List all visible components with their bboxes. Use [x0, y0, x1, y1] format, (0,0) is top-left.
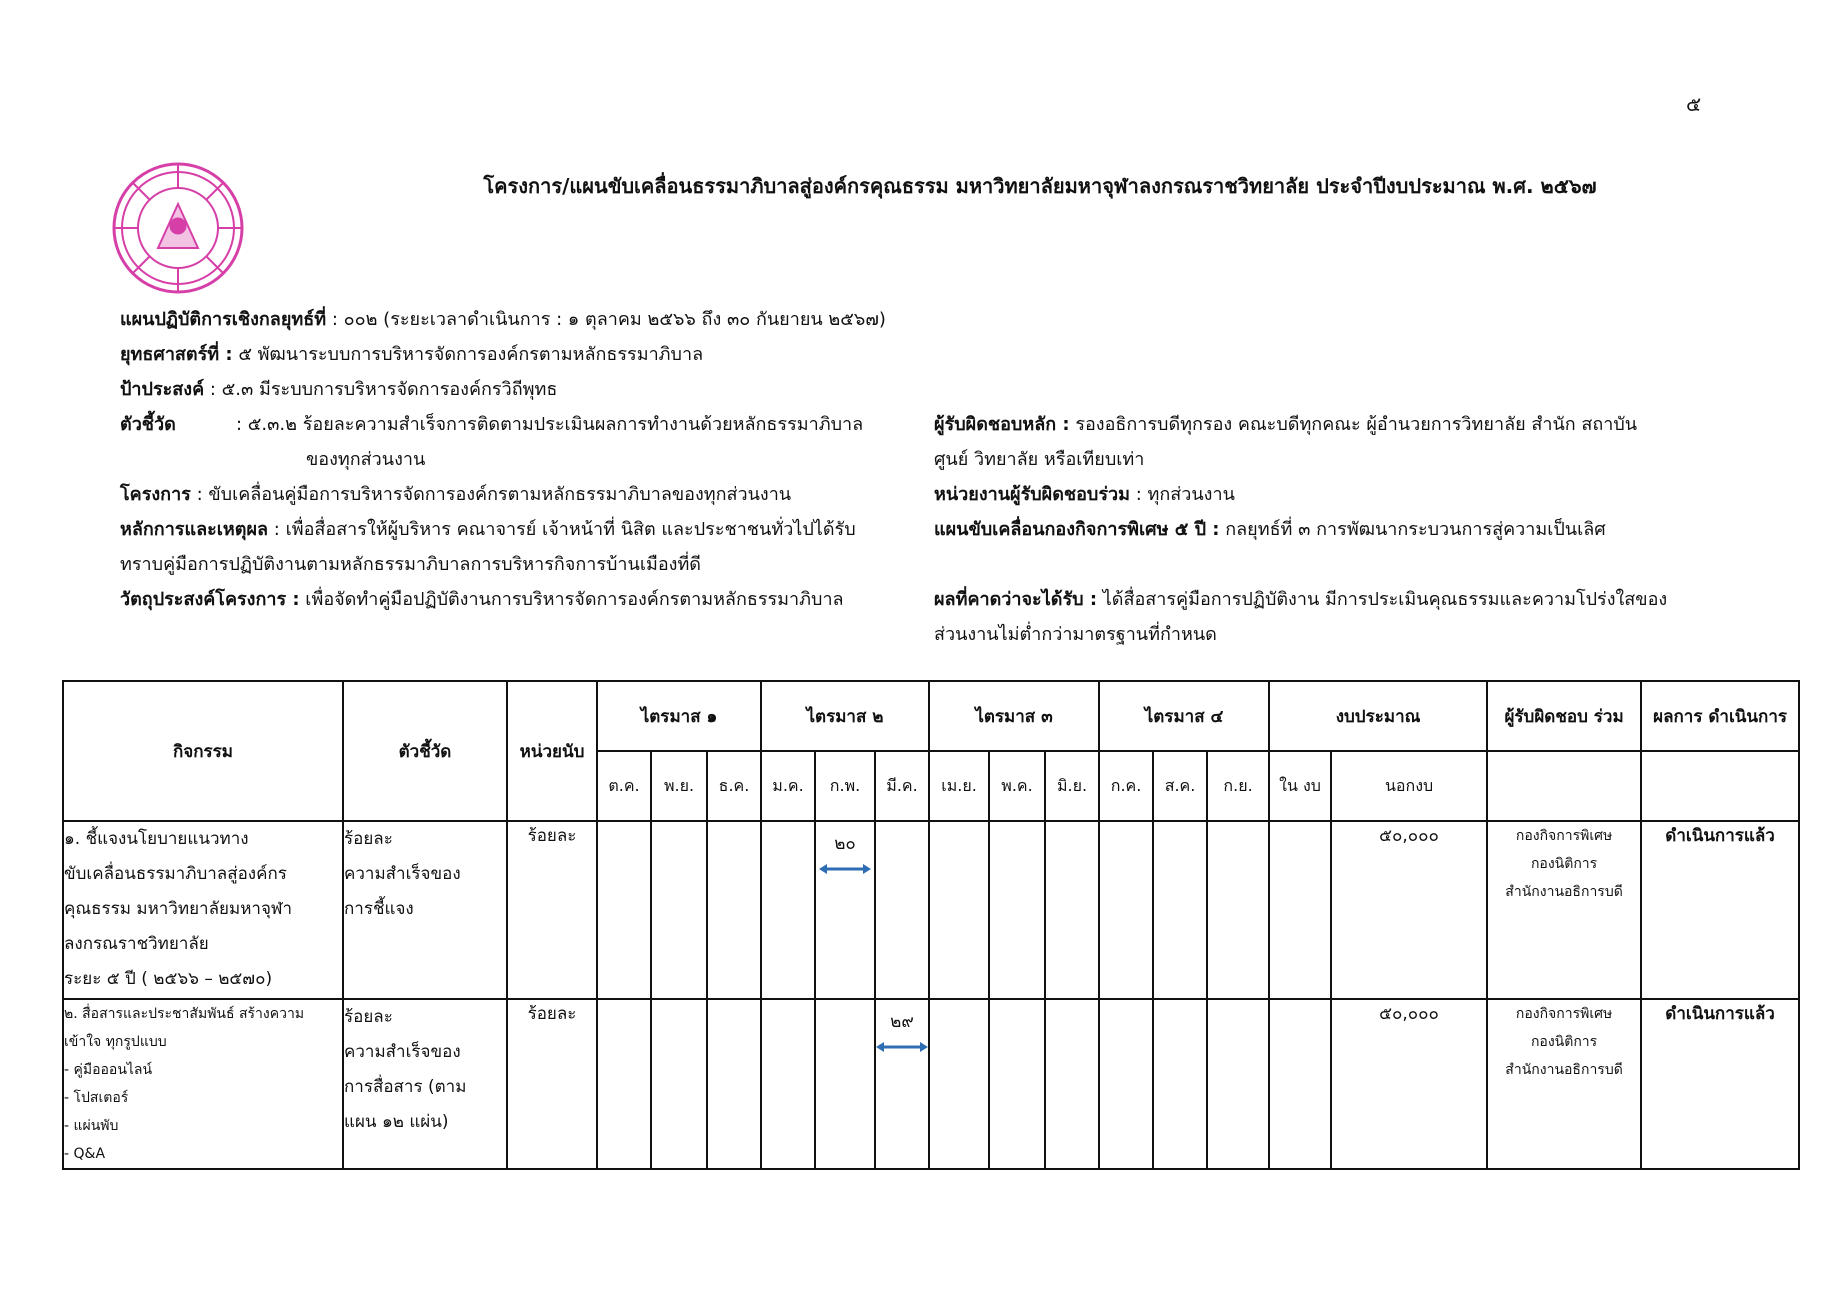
main-resp-label: ผู้รับผิดชอบหลัก :	[934, 414, 1070, 435]
activity-line: เข้าใจ ทุกรูปแบบ	[64, 1034, 167, 1050]
header-month: ธ.ค.	[707, 751, 761, 821]
header-activity: กิจกรรม	[63, 681, 343, 821]
header-month: ส.ค.	[1153, 751, 1207, 821]
unit-cell: ร้อยละ	[507, 821, 597, 999]
timeline-marker	[816, 822, 874, 875]
month-cell	[1099, 821, 1153, 999]
header-result: ผลการ ดำเนินการ	[1641, 681, 1799, 751]
table-row	[63, 821, 1799, 999]
header-month: พ.ค.	[989, 751, 1045, 821]
indicator-line: ความสำเร็จของ	[344, 864, 461, 884]
main-resp-value-1: รองอธิการบดีทุกรอง คณะบดีทุกคณะ ผู้อำนวยการวิทยาลัย สำนัก สถาบัน	[1069, 414, 1638, 435]
result-cell: ดำเนินการแล้ว	[1641, 821, 1799, 999]
activity-table	[62, 680, 1800, 1170]
header-q4: ไตรมาส ๔	[1099, 681, 1269, 751]
header-month: ก.พ.	[815, 751, 875, 821]
month-cell	[1045, 821, 1099, 999]
month-cell	[875, 821, 929, 999]
indicator-line: ร้อยละ	[344, 1007, 393, 1027]
budget-in-cell	[1269, 999, 1331, 1169]
rationale-value-2: ทราบคู่มือการปฏิบัติงานตามหลักธรรมาภิบาลการบริหารกิจการบ้านเมืองที่ดี	[120, 554, 702, 575]
month-cell	[929, 999, 989, 1169]
unit-cell: ร้อยละ	[507, 999, 597, 1169]
month-cell	[651, 999, 707, 1169]
header-q3: ไตรมาส ๓	[929, 681, 1099, 751]
expected-value-2: ส่วนงานไม่ต่ำกว่ามาตรฐานที่กำหนด	[934, 624, 1217, 645]
month-cell	[815, 999, 875, 1169]
month-cell	[651, 821, 707, 999]
objective-line	[120, 588, 844, 612]
indicator-line: ความสำเร็จของ	[344, 1042, 461, 1062]
header-result-sub	[1641, 751, 1799, 821]
timeline-value: ๒๐	[834, 834, 856, 854]
budget-out-cell: ๕๐,๐๐๐	[1331, 821, 1487, 999]
indicator-line: แผน ๑๒ แผ่น)	[344, 1112, 449, 1132]
co-resp-line: กองนิติการ	[1530, 856, 1598, 872]
indicator-value-2: ของทุกส่วนงาน	[306, 449, 426, 470]
header-month: พ.ย.	[651, 751, 707, 821]
header-row-1	[63, 681, 1799, 751]
header-month: ก.ย.	[1207, 751, 1269, 821]
co-resp-line: กองกิจการพิเศษ	[1515, 1006, 1613, 1022]
project-label: โครงการ	[120, 484, 191, 505]
indicator-label: ตัวชี้วัด	[120, 414, 176, 435]
month-cell	[929, 821, 989, 999]
co-unit-value: : ทุกส่วนงาน	[1130, 484, 1235, 505]
objective-value: เพื่อจัดทำคู่มือปฏิบัติงานการบริหารจัดการองค์กรตามหลักธรรมาภิบาล	[299, 589, 844, 610]
month-cell	[597, 999, 651, 1169]
month-cell	[597, 821, 651, 999]
strategy-value: ๕ พัฒนาระบบการบริหารจัดการองค์กรตามหลักธรรมาภิบาล	[232, 344, 704, 365]
co-resp-line: กองกิจการพิเศษ	[1515, 828, 1613, 844]
indicator-cell	[343, 999, 507, 1169]
double-arrow-icon	[819, 863, 871, 875]
month-cell	[707, 821, 761, 999]
header-month: ต.ค.	[597, 751, 651, 821]
month-cell	[761, 999, 815, 1169]
activity-line: - โปสเตอร์	[64, 1090, 129, 1106]
month-cell	[989, 821, 1045, 999]
header-month: ม.ค.	[761, 751, 815, 821]
indicator-line: ร้อยละ	[344, 829, 393, 849]
goal-line	[120, 378, 557, 402]
month-cell	[1207, 999, 1269, 1169]
month-cell	[707, 999, 761, 1169]
activity-line: คุณธรรม มหาวิทยาลัยมหาจุฬา	[64, 899, 293, 919]
indicator-line: การชี้แจง	[344, 899, 414, 919]
co-unit-line	[934, 483, 1235, 507]
month-cell	[1153, 999, 1207, 1169]
header-budget-out: นอกงบ	[1331, 751, 1487, 821]
indicator-line: การสื่อสาร (ตาม	[344, 1077, 467, 1097]
co-resp-line: กองนิติการ	[1530, 1034, 1598, 1050]
expected-label: ผลที่คาดว่าจะได้รับ :	[934, 589, 1098, 610]
rationale-line	[120, 518, 856, 542]
table-row	[63, 999, 1799, 1169]
activity-cell	[63, 821, 343, 999]
special-plan-line	[934, 518, 1606, 542]
activity-cell	[63, 999, 343, 1169]
indicator-value-1: : ๕.๓.๒ ร้อยละความสำเร็จการติดตามประเมินผลการทำงานด้วยหลักธรรมาภิบาล	[236, 414, 864, 435]
activity-line: ขับเคลื่อนธรรมาภิบาลสู่องค์กร	[64, 864, 287, 884]
indicator-cell	[343, 821, 507, 999]
header-budget-in: ใน งบ	[1269, 751, 1331, 821]
activity-line: ระยะ ๕ ปี ( ๒๕๖๖ – ๒๕๗๐)	[64, 969, 273, 989]
co-resp-cell	[1487, 821, 1641, 999]
month-cell	[1045, 999, 1099, 1169]
activity-line: ลงกรณราชวิทยาลัย	[64, 934, 209, 954]
plan-label: แผนปฏิบัติการเชิงกลยุทธ์ที่	[120, 309, 327, 330]
header-q1: ไตรมาส ๑	[597, 681, 761, 751]
header-q2: ไตรมาส ๒	[761, 681, 929, 751]
plan-value: : ๐๐๒ (ระยะเวลาดำเนินการ : ๑ ตุลาคม ๒๕๖๖ ถึง ๓๐ กันยายน ๒๕๖๗)	[326, 309, 886, 330]
timeline-value: ๒๙	[890, 1012, 914, 1032]
expected-line	[934, 588, 1667, 612]
rationale-value-1: : เพื่อสื่อสารให้ผู้บริหาร คณาจารย์ เจ้าหน้าที่ นิสิต และประชาชนทั่วไปได้รับ	[268, 519, 856, 540]
month-cell	[989, 999, 1045, 1169]
header-month: ก.ค.	[1099, 751, 1153, 821]
month-cell	[1099, 999, 1153, 1169]
header-month: มิ.ย.	[1045, 751, 1099, 821]
header-co-resp: ผู้รับผิดชอบ ร่วม	[1487, 681, 1641, 751]
expected-value-1: ได้สื่อสารคู่มือการปฏิบัติงาน มีการประเมินคุณธรรมและความโปร่งใสของ	[1097, 589, 1668, 610]
header-month: เม.ย.	[929, 751, 989, 821]
main-resp-line	[934, 413, 1637, 437]
special-plan-value: กลยุทธ์ที่ ๓ การพัฒนากระบวนการสู่ความเป็นเลิศ	[1219, 519, 1606, 540]
month-cell	[815, 821, 875, 999]
header-unit: หน่วยนับ	[507, 681, 597, 821]
special-plan-label: แผนขับเคลื่อนกองกิจการพิเศษ ๕ ปี :	[934, 519, 1220, 540]
table-body	[63, 821, 1799, 1169]
month-cell	[761, 821, 815, 999]
header-budget: งบประมาณ	[1269, 681, 1487, 751]
co-unit-label: หน่วยงานผู้รับผิดชอบร่วม	[934, 484, 1130, 505]
indicator-line	[120, 413, 176, 437]
activity-line: - แผ่นพับ	[64, 1118, 119, 1134]
goal-label: ป้าประสงค์	[120, 379, 205, 400]
result-cell: ดำเนินการแล้ว	[1641, 999, 1799, 1169]
co-resp-line: สำนักงานอธิการบดี	[1505, 1062, 1623, 1078]
header-co-resp-sub	[1487, 751, 1641, 821]
budget-out-cell: ๕๐,๐๐๐	[1331, 999, 1487, 1169]
main-resp-value-2: ศูนย์ วิทยาลัย หรือเทียบเท่า	[934, 449, 1145, 470]
goal-value: : ๕.๓ มีระบบการบริหารจัดการองค์กรวิถีพุทธ	[204, 379, 558, 400]
co-resp-cell	[1487, 999, 1641, 1169]
month-cell	[875, 999, 929, 1169]
project-line	[120, 483, 791, 507]
month-cell	[1207, 821, 1269, 999]
objective-label: วัตถุประสงค์โครงการ :	[120, 589, 300, 610]
strategy-line	[120, 343, 703, 367]
double-arrow-icon	[876, 1041, 928, 1053]
activity-line: - Q&A	[64, 1146, 106, 1162]
activity-line: ๒. สื่อสารและประชาสัมพันธ์ สร้างความ	[64, 1006, 305, 1022]
university-seal-icon	[110, 160, 246, 296]
rationale-label: หลักการและเหตุผล	[120, 519, 269, 540]
plan-line	[120, 308, 886, 332]
co-resp-line: สำนักงานอธิการบดี	[1505, 884, 1623, 900]
strategy-label: ยุทธศาสตร์ที่ :	[120, 344, 233, 365]
document-title: โครงการ/แผนขับเคลื่อนธรรมาภิบาลสู่องค์กรคุณธรรม มหาวิทยาลัยมหาจุฬาลงกรณราชวิทยาลัย ประจำปีงบประมาณ พ.ศ. ๒๕๖๗	[483, 174, 1597, 198]
project-value: : ขับเคลื่อนคู่มือการบริหารจัดการองค์กรตามหลักธรรมาภิบาลของทุกส่วนงาน	[190, 484, 792, 505]
month-cell	[1153, 821, 1207, 999]
activity-line: - คู่มือออนไลน์	[64, 1062, 153, 1078]
timeline-marker	[876, 1000, 928, 1053]
page-number: ๕	[1686, 92, 1702, 116]
header-month: มี.ค.	[875, 751, 929, 821]
header-indicator: ตัวชี้วัด	[343, 681, 507, 821]
activity-line: ๑. ชี้แจงนโยบายแนวทาง	[64, 829, 249, 849]
budget-in-cell	[1269, 821, 1331, 999]
